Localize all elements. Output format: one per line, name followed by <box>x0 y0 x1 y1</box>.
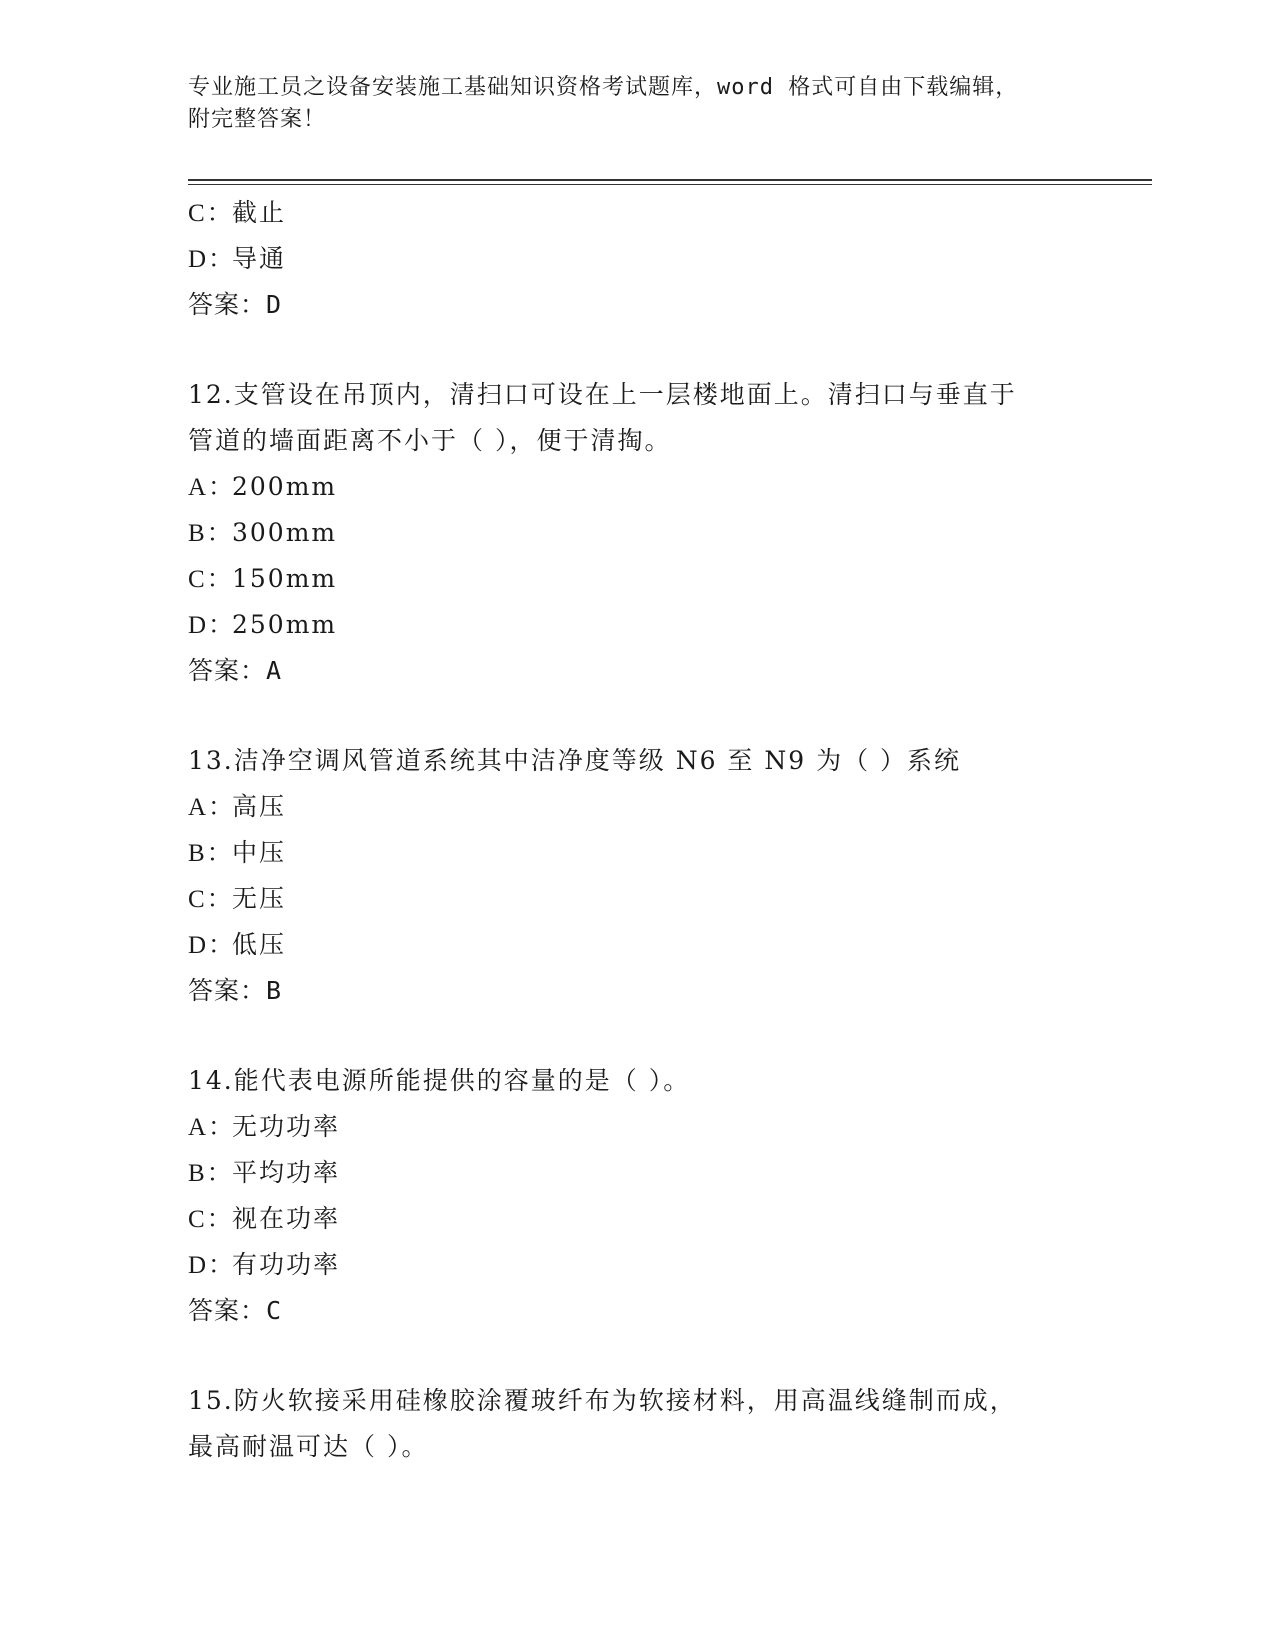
option-line <box>188 602 1108 648</box>
answer-value: A <box>266 656 283 685</box>
option-key: B： <box>188 520 234 547</box>
option-key: D： <box>188 612 236 639</box>
option-text: 无压 <box>232 884 287 913</box>
answer-line <box>188 968 1108 1014</box>
option-text: 平均功率 <box>232 1158 341 1187</box>
option-key: B： <box>188 1160 234 1187</box>
option-text: 200mm <box>232 472 338 501</box>
answer-value: C <box>266 1296 283 1325</box>
header-rule-thick <box>188 179 1152 181</box>
option-line <box>188 922 1108 968</box>
option-key: C： <box>188 886 234 913</box>
question-stem: 管道的墙面距离不小于（ ），便于清掏。 <box>188 426 672 455</box>
answer-label: 答案： <box>188 290 267 319</box>
header-rule-thin <box>188 184 1152 185</box>
question-stem: 最高耐温可达（ ）。 <box>188 1432 429 1461</box>
option-text: 导通 <box>232 244 287 273</box>
answer-value: D <box>266 290 283 319</box>
option-line <box>188 1104 1108 1150</box>
question-14 <box>188 1058 1108 1334</box>
question-gap <box>188 1014 1108 1058</box>
option-key: C： <box>188 566 234 593</box>
option-key: C： <box>188 200 234 227</box>
option-key: A： <box>188 794 236 821</box>
option-line <box>188 876 1108 922</box>
header-line-1: 专业施工员之设备安装施工基础知识资格考试题库，word 格式可自由下载编辑， <box>188 75 1019 100</box>
option-line <box>188 556 1108 602</box>
header-line-2: 附完整答案！ <box>188 107 327 132</box>
question-gap <box>188 694 1108 738</box>
question-12 <box>188 372 1108 694</box>
question-partial <box>188 190 1108 328</box>
answer-label: 答案： <box>188 656 267 685</box>
option-text: 视在功率 <box>232 1204 341 1233</box>
option-line <box>188 1242 1108 1288</box>
option-text: 中压 <box>232 838 287 867</box>
option-text: 有功功率 <box>232 1250 341 1279</box>
option-text: 低压 <box>232 930 287 959</box>
answer-line <box>188 1288 1108 1334</box>
answer-line <box>188 282 1108 328</box>
option-line <box>188 190 1108 236</box>
option-text: 150mm <box>232 564 338 593</box>
option-key: D： <box>188 246 236 273</box>
option-key: A： <box>188 1114 236 1141</box>
option-line <box>188 510 1108 556</box>
option-key: B： <box>188 840 234 867</box>
option-key: C： <box>188 1206 234 1233</box>
option-line <box>188 1196 1108 1242</box>
option-text: 高压 <box>232 792 287 821</box>
question-gap <box>188 1334 1108 1378</box>
option-line <box>188 830 1108 876</box>
option-line <box>188 784 1108 830</box>
option-text: 300mm <box>232 518 338 547</box>
option-text: 截止 <box>232 198 287 227</box>
question-13 <box>188 738 1108 1014</box>
option-text: 250mm <box>232 610 338 639</box>
option-text: 无功功率 <box>232 1112 341 1141</box>
answer-value: B <box>266 976 283 1005</box>
option-key: D： <box>188 1252 236 1279</box>
answer-label: 答案： <box>188 976 267 1005</box>
option-line <box>188 1150 1108 1196</box>
option-line <box>188 236 1108 282</box>
option-key: D： <box>188 932 236 959</box>
answer-label: 答案： <box>188 1296 267 1325</box>
question-stem: 15.防火软接采用硅橡胶涂覆玻纤布为软接材料，用高温线缝制而成， <box>188 1386 1017 1415</box>
answer-line <box>188 648 1108 694</box>
question-gap <box>188 328 1108 372</box>
option-key: A： <box>188 474 236 501</box>
question-stem: 13.洁净空调风管道系统其中洁净度等级 N6 至 N9 为（ ）系统 <box>188 746 962 775</box>
question-list <box>188 190 1108 1470</box>
option-line <box>188 464 1108 510</box>
document-header <box>188 72 1088 136</box>
question-15 <box>188 1378 1108 1470</box>
question-stem: 14.能代表电源所能提供的容量的是（ ）。 <box>188 1066 691 1095</box>
question-stem: 12.支管设在吊顶内，清扫口可设在上一层楼地面上。清扫口与垂直于 <box>188 380 1017 409</box>
